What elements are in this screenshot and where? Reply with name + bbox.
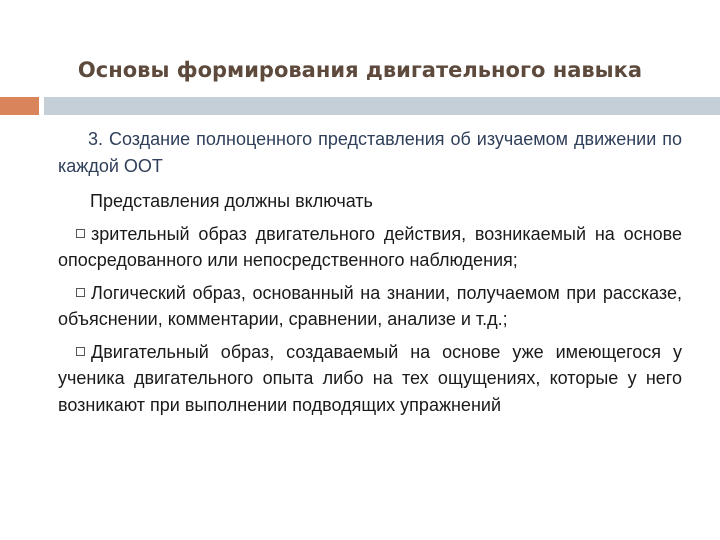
lead-paragraph: Представления должны включать bbox=[90, 191, 373, 211]
divider-accent-bar bbox=[0, 97, 39, 115]
bullet-item bbox=[58, 280, 682, 333]
bullet-item bbox=[58, 221, 682, 274]
square-bullet-icon bbox=[76, 347, 85, 356]
bullet-text: зрительный образ двигательного действия, возникаемый на основе опосредованного или непосредственного наблюдения; bbox=[58, 223, 682, 270]
bullet-item bbox=[58, 339, 682, 419]
square-bullet-icon bbox=[76, 229, 85, 238]
bullet-text: Двигательный образ, создаваемый на основе уже имеющегося у ученика двигательного опыта либо на тех ощущениях, которые у него возникают при выполнении подводящих упражнений bbox=[58, 341, 682, 415]
slide-title: Основы формирования двигательного навыка bbox=[77, 58, 643, 82]
square-bullet-icon bbox=[76, 288, 85, 297]
slide-content bbox=[58, 126, 682, 424]
bullet-text: Логический образ, основанный на знании, получаемом при рассказе, объяснении, комментарии, сравнении, анализе и т.д.; bbox=[58, 282, 682, 329]
intro-paragraph: 3. Создание полноценного представления об изучаемом движении по каждой ООТ bbox=[58, 129, 682, 176]
divider-bar bbox=[44, 97, 720, 115]
